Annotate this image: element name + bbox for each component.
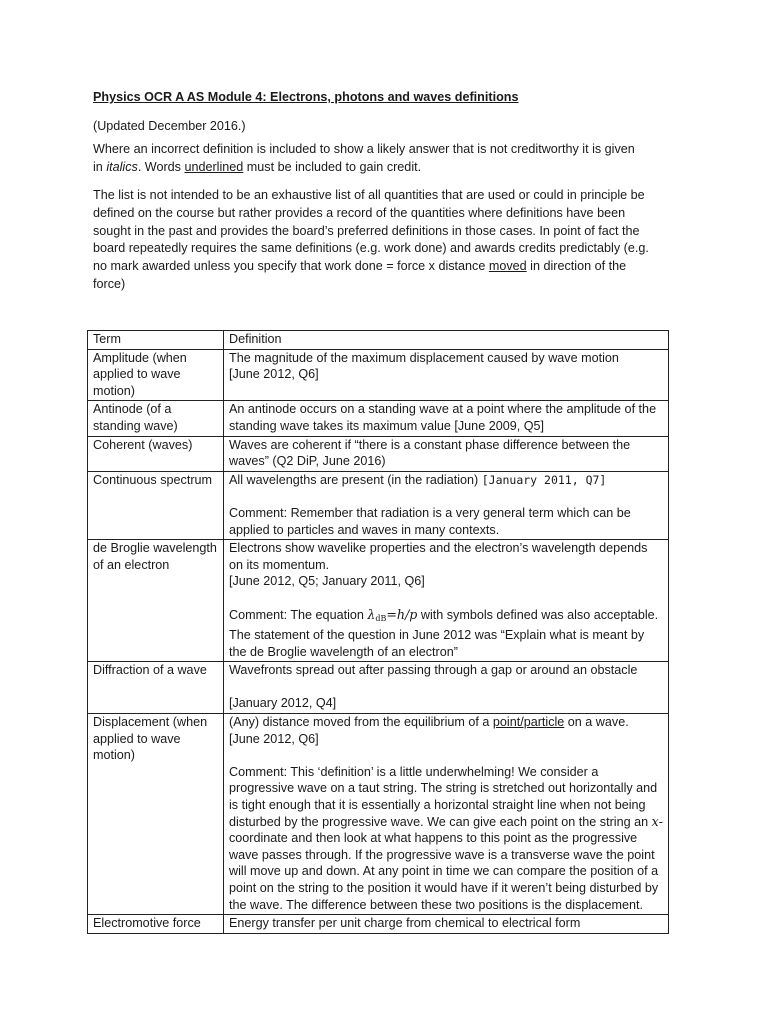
- definition-cell: [224, 471, 669, 539]
- term-cell: Amplitude (when applied to wave motion): [88, 349, 224, 401]
- reference-text: [January 2011, Q7]: [481, 472, 607, 487]
- italics-word: italics: [106, 159, 138, 174]
- purpose-line: The list is not intended to be an exhaustive list of all quantities that are used or could in principle be: [93, 188, 645, 202]
- definition-cell: [224, 349, 669, 401]
- comment-text: with symbols defined was also acceptable. The statement of the question in June 2012 was “Explain what is meant by the de Broglie wavelength of an electron”: [229, 607, 659, 659]
- comment-text: Comment: Remember that radiation is a very general term which can be applied to particles and waves in many contexts.: [229, 505, 631, 537]
- table-row: [88, 714, 669, 915]
- reference-text: [January 2012, Q4]: [229, 696, 337, 711]
- term-cell: Diffraction of a wave: [88, 662, 224, 714]
- definition-cell: [224, 662, 669, 714]
- de-broglie-equation: [367, 607, 417, 622]
- term-cell: de Broglie wavelength of an electron: [88, 540, 224, 662]
- table-row: [88, 915, 669, 934]
- equation-subscript: dB: [375, 613, 387, 623]
- definition-cell: Waves are coherent if “there is a constant phase difference between the waves” (Q2 DiP, June 2016): [224, 436, 669, 471]
- definitions-table: [87, 330, 669, 934]
- document-title: Physics OCR A AS Module 4: Electrons, photons and waves definitions: [93, 90, 519, 104]
- purpose-text: in direction of the: [526, 259, 627, 274]
- x-variable: x: [651, 813, 659, 829]
- definition-cell: Energy transfer per unit charge from chemical to electrical form: [224, 915, 669, 934]
- underlined-word: underlined: [184, 159, 244, 174]
- reference-text: [June 2012, Q5; January 2011, Q6]: [229, 574, 425, 589]
- intro-text: must be included to gain credit.: [243, 159, 422, 174]
- comment-text: Comment: The equation: [229, 607, 368, 622]
- intro-line: Where an incorrect definition is included to show a likely answer that is not creditworthy it is given: [93, 142, 635, 156]
- table-row: [88, 349, 669, 401]
- purpose-line: board repeatedly requires the same definitions (e.g. work done) and awards credits predictably (e.g.: [93, 241, 649, 256]
- reference-text: [June 2012, Q6]: [229, 367, 319, 382]
- definition-text: All wavelengths are present (in the radiation): [229, 472, 482, 487]
- term-cell: Coherent (waves): [88, 436, 224, 471]
- updated-note: (Updated December 2016.): [93, 119, 246, 133]
- comment-text: -coordinate and then look at what happens to this point as the progressive wave passes through. If the progressive wave is a transverse wave the point will move up and down. At any point in time we can compare the position of a point on the string to the position it would have if it weren’t being disturbed by the wave. The difference between these two positions is the displacement.: [229, 814, 663, 912]
- definition-cell: [224, 540, 669, 662]
- term-cell: Continuous spectrum: [88, 471, 224, 539]
- intro-paragraph: [93, 141, 673, 177]
- purpose-line: [93, 258, 673, 276]
- table-row: [88, 436, 669, 471]
- header-term: Term: [88, 331, 224, 350]
- table-header-row: [88, 331, 669, 350]
- purpose-text: no mark awarded unless you specify that work done = force x distance: [93, 259, 489, 274]
- equation-rhs: =h/p: [386, 606, 418, 622]
- definition-cell: An antinode occurs on a standing wave at a point where the amplitude of the standing wave takes its maximum value [June 2009, Q5]: [224, 401, 669, 436]
- definition-text: Electrons show wavelike properties and the electron’s wavelength depends on its momentum.: [229, 541, 648, 572]
- purpose-line: sought in the past and provides the board’s preferred definitions in those cases. In point of fact the: [93, 223, 640, 238]
- equation-lambda: λ: [367, 606, 376, 622]
- intro-text: in: [93, 159, 107, 174]
- intro-text: . Words: [137, 159, 185, 174]
- term-cell: Electromotive force: [88, 915, 224, 934]
- table-row: [88, 540, 669, 662]
- underlined-word: point/particle: [492, 715, 565, 730]
- purpose-line: force): [93, 276, 126, 291]
- table-row: [88, 401, 669, 436]
- term-cell: Antinode (of a standing wave): [88, 401, 224, 436]
- underlined-word: moved: [488, 259, 527, 274]
- definition-text: The magnitude of the maximum displacement caused by wave motion: [229, 350, 619, 365]
- table-row: [88, 662, 669, 714]
- definition-text: on a wave.: [564, 715, 629, 730]
- comment-text: Comment: This ‘definition’ is a little underwhelming! We consider a progressive wave on a taut string. The string is stretched out horizontally and is tight enough that it is essentially a horizontal straight line when not being disturbed by the progressive wave. We can give each point on the string an: [229, 764, 658, 829]
- term-cell: Displacement (when applied to wave motion): [88, 714, 224, 915]
- table-row: [88, 471, 669, 539]
- intro-line: [93, 159, 673, 177]
- definition-cell: [224, 714, 669, 915]
- purpose-line: defined on the course but rather provides a record of the quantities where definitions have been: [93, 205, 626, 220]
- definition-text: Wavefronts spread out after passing through a gap or around an obstacle: [229, 663, 638, 678]
- reference-text: [June 2012, Q6]: [229, 731, 319, 746]
- purpose-paragraph: [93, 187, 673, 294]
- header-definition: Definition: [224, 331, 669, 350]
- definition-text: (Any) distance moved from the equilibrium of a: [229, 715, 493, 730]
